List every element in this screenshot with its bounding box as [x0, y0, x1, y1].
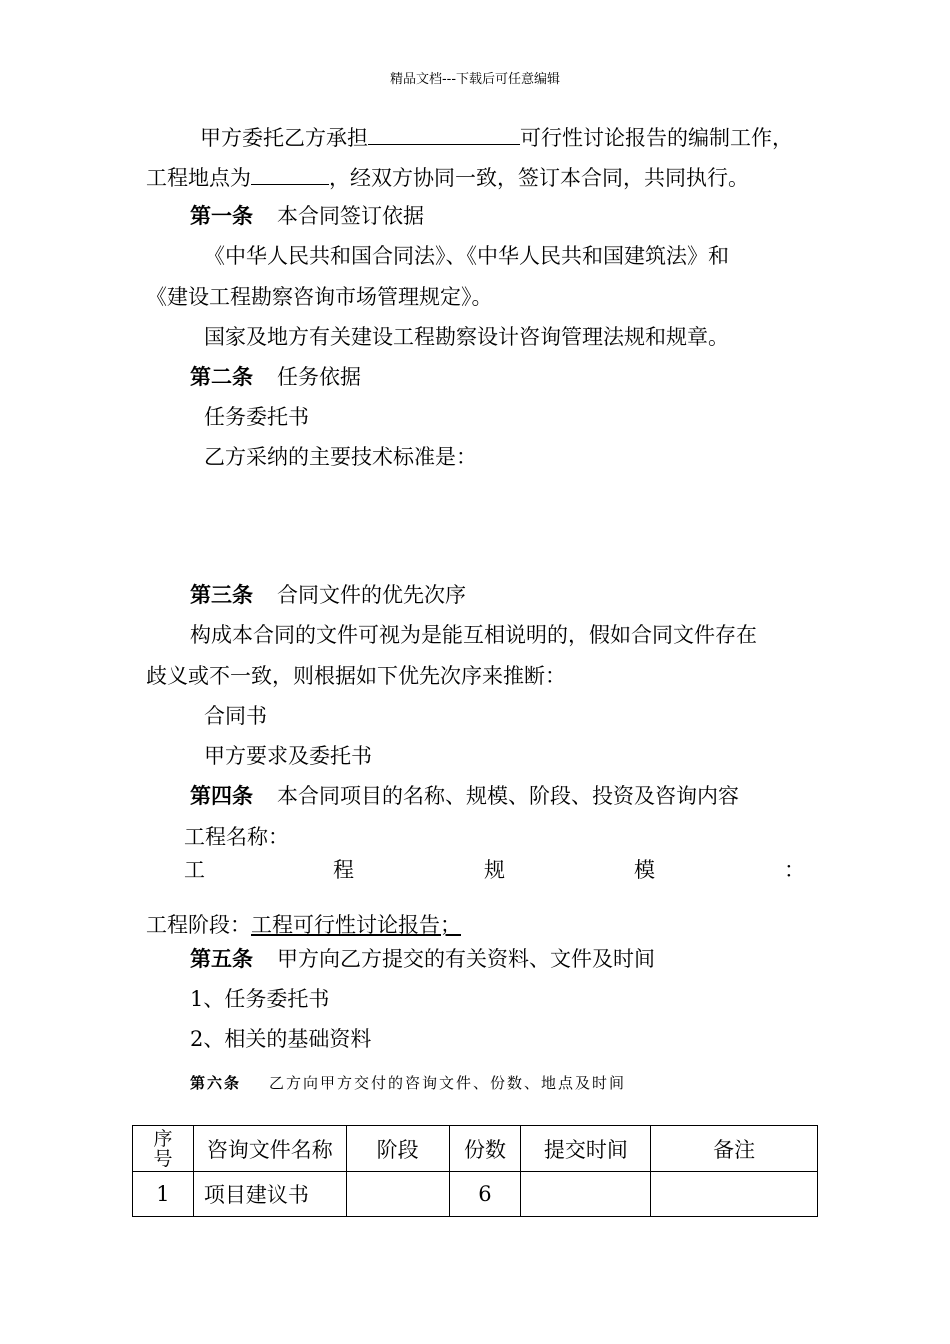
table-header-remark: 备注 [651, 1126, 818, 1172]
article-3-number: 第三条 [190, 582, 253, 607]
project-scale-char-3: 规 [484, 858, 505, 882]
article-5-number: 第五条 [190, 946, 253, 971]
page-header: 精品文档---下载后可任意编辑 [389, 72, 561, 87]
article-1-line-3: 国家及地方有关建设工程勘察设计咨询管理法规和规章。 [204, 325, 729, 349]
article-4-heading [190, 784, 739, 808]
table-header-copies: 份数 [449, 1126, 521, 1172]
table-header-name: 咨询文件名称 [193, 1126, 346, 1172]
intro-text-2a: 工程地点为 [146, 166, 251, 190]
article-3-line-4: 甲方要求及委托书 [204, 744, 372, 768]
article-5-line-1: 1、任务委托书 [190, 987, 330, 1011]
table-cell-seq: 1 [133, 1172, 194, 1217]
project-scale-char-4: 模 [634, 858, 655, 882]
project-name-label: 工程名称： [184, 825, 289, 849]
article-2-line-2: 乙方采纳的主要技术标准是： [204, 445, 477, 469]
project-stage-value: 工程可行性讨论报告； [251, 913, 461, 937]
table-row [133, 1172, 818, 1217]
intro-text-1a: 甲方委托乙方承担 [200, 126, 368, 150]
article-3-line-2: 歧义或不一致，则根据如下优先次序来推断： [146, 664, 566, 688]
project-location-blank[interactable] [251, 164, 329, 185]
article-3-heading [190, 583, 466, 607]
article-2-number: 第二条 [190, 364, 253, 389]
intro-text-1b: 可行性讨论报告的编制工作， [520, 126, 793, 150]
article-2-line-1: 任务委托书 [204, 405, 309, 429]
article-2-title: 任务依据 [277, 365, 361, 389]
project-scale-char-5: ： [784, 858, 805, 882]
intro-line-2 [146, 164, 749, 190]
table-header-time: 提交时间 [521, 1126, 651, 1172]
article-5-title: 甲方向乙方提交的有关资料、文件及时间 [277, 947, 655, 971]
article-5-heading [190, 947, 655, 971]
deliverables-table [132, 1125, 818, 1217]
project-name-blank[interactable] [368, 124, 520, 145]
article-3-title: 合同文件的优先次序 [277, 583, 466, 607]
article-3-line-3: 合同书 [204, 704, 267, 728]
article-3-line-1: 构成本合同的文件可视为是能互相说明的，假如合同文件存在 [190, 623, 757, 647]
intro-text-2b: ，经双方协同一致，签订本合同，共同执行。 [329, 166, 749, 190]
table-header-row [133, 1126, 818, 1172]
article-1-heading [190, 204, 424, 228]
article-1-line-2: 《建设工程勘察咨询市场管理规定》。 [146, 285, 493, 309]
article-6-heading [190, 1072, 626, 1093]
project-scale-char-1: 工 [184, 858, 205, 882]
table-header-stage: 阶段 [346, 1126, 449, 1172]
table-header-seq [133, 1126, 194, 1172]
table-cell-copies: 6 [449, 1172, 521, 1217]
article-1-number: 第一条 [190, 203, 253, 228]
article-4-title: 本合同项目的名称、规模、阶段、投资及咨询内容 [277, 784, 739, 808]
table-cell-time [521, 1172, 651, 1217]
article-6-title: 乙方向甲方交付的咨询文件、份数、地点及时间 [269, 1074, 627, 1092]
article-1-line-1: 《中华人民共和国合同法》、《中华人民共和国建筑法》和 [204, 244, 729, 268]
project-stage-label: 工程阶段： [146, 913, 251, 937]
table-cell-remark [651, 1172, 818, 1217]
article-4-number: 第四条 [190, 783, 253, 808]
table-header-seq-top: 序 [153, 1127, 173, 1150]
article-5-line-2: 2、相关的基础资料 [190, 1027, 372, 1051]
article-1-title: 本合同签订依据 [277, 204, 424, 228]
intro-line-1 [200, 124, 793, 150]
project-stage-line [146, 913, 461, 937]
table-header-seq-bottom: 号 [153, 1147, 173, 1170]
article-6-number: 第六条 [190, 1074, 242, 1092]
project-scale-char-2: 程 [333, 858, 354, 882]
table-cell-name: 项目建议书 [193, 1172, 346, 1217]
article-2-heading [190, 365, 361, 389]
table-cell-stage [346, 1172, 449, 1217]
